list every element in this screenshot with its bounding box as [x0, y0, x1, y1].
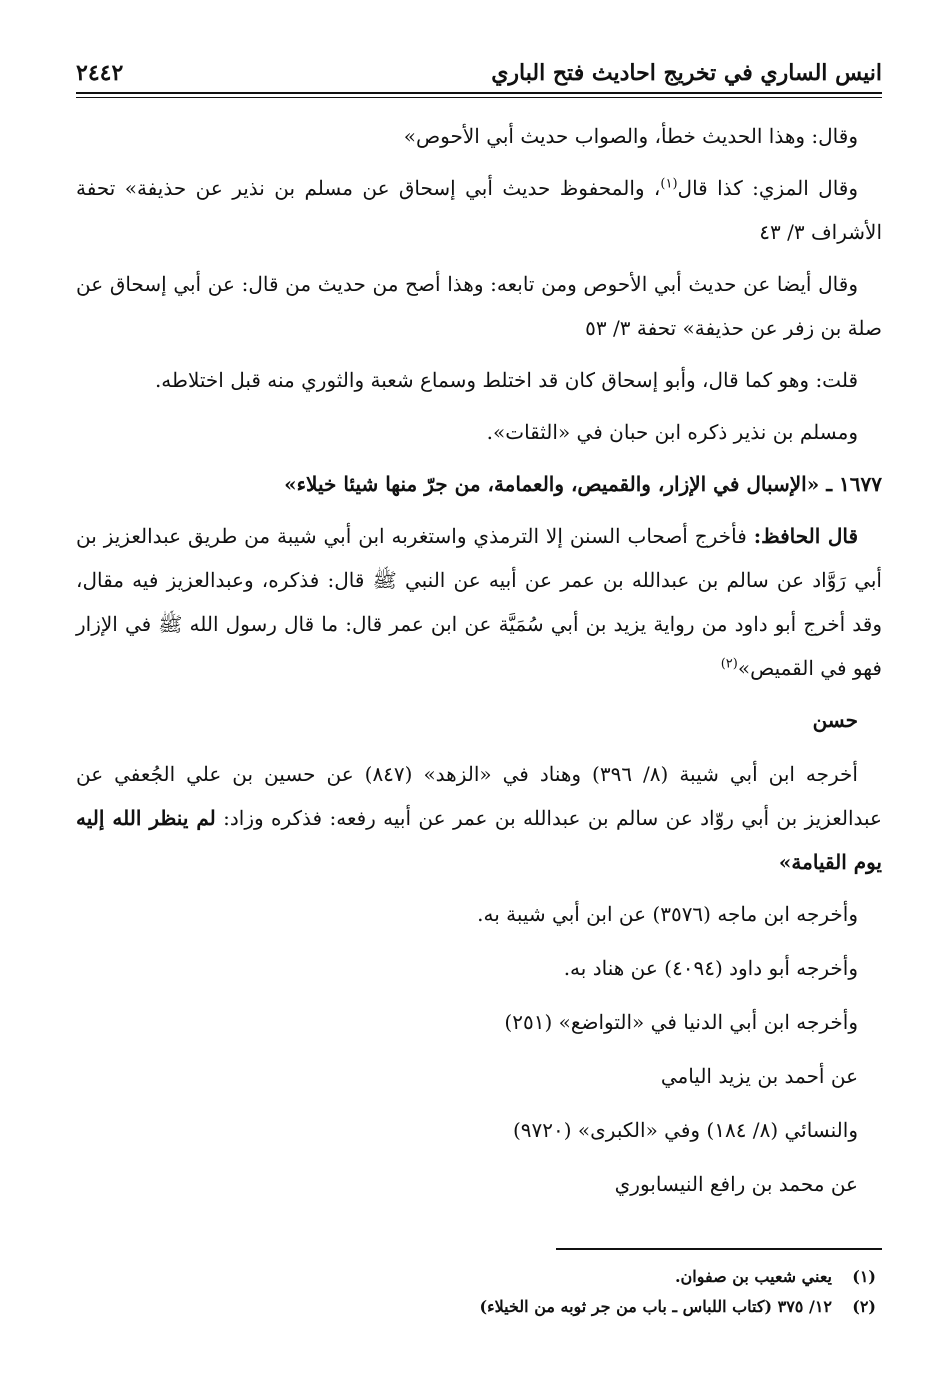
paragraph: قلت: وهو كما قال، وأبو إسحاق كان قد اختلط وسماع شعبة والثوري منه قبل اختلاطه. — [154, 368, 858, 392]
footnote-rule — [556, 1248, 882, 1250]
page-header — [76, 56, 882, 90]
footnote-number: (١) — [852, 1267, 876, 1286]
paragraph — [76, 514, 882, 690]
paragraph: ومسلم بن نذير ذكره ابن حبان في «الثقات». — [486, 420, 858, 444]
hafiz-label: قال الحافظ: — [753, 524, 859, 548]
list-item: والنسائي (٨/ ١٨٤) وفي «الكبرى» (٩٧٢٠) — [512, 1118, 858, 1142]
running-title: انيس الساري في تخريج احاديث فتح الباري — [491, 60, 882, 86]
grade-label: حسن — [812, 708, 858, 732]
paragraph: وقال أيضا عن حديث أبي الأحوص ومن تابعه: وهذا أصح من حديث من قال: عن أبي إسحاق عن صلة بن زفر عن حذيفة» تحفة ٣/ ٥٣ — [76, 272, 882, 340]
bold-text-run: لم ينظر الله إليه يوم القيامة» — [76, 806, 882, 874]
footnote-ref: (٢) — [720, 656, 738, 672]
book-page — [76, 48, 882, 1348]
list-item: عن أحمد بن يزيد اليامي — [660, 1064, 858, 1088]
paragraph — [76, 752, 882, 884]
paragraph — [76, 166, 882, 254]
footnotes — [76, 1262, 882, 1322]
main-text — [76, 114, 882, 1216]
footnote-text: يعني شعيب بن صفوان. — [674, 1267, 832, 1286]
header-rule — [76, 92, 882, 98]
page-number: ٢٤٤٢ — [76, 60, 124, 86]
footnote-text: ١٢/ ٣٧٥ (كتاب اللباس ـ باب من جر ثوبه من الخيلاء) — [479, 1297, 832, 1316]
list-item: عن محمد بن رافع النيسابوري — [614, 1172, 858, 1196]
hadith-heading: ١٦٧٧ ـ «الإسبال في الإزار، والقميص، والعمامة، من جرّ منها شيئا خيلاء» — [284, 472, 882, 496]
list-item: وأخرجه ابن أبي الدنيا في «التواضع» (٢٥١) — [504, 1010, 858, 1034]
footnote — [76, 1262, 882, 1292]
footnote — [76, 1292, 882, 1322]
text-run: أخرجه ابن أبي شيبة (٨/ ٣٩٦) وهناد في «الزهد» (٨٤٧) عن حسين بن علي الجُعفي عن عبدالعزيز بن أبي روّاد عن سالم بن عبدالله بن عمر عن أبيه رفعه: فذكره وزاد: — [76, 762, 882, 830]
list-item: وأخرجه ابن ماجه (٣٥٧٦) عن ابن أبي شيبة به. — [477, 902, 858, 926]
footnote-number: (٢) — [852, 1297, 876, 1316]
footnote-ref: (١) — [660, 176, 678, 192]
list-item: وأخرجه أبو داود (٤٠٩٤) عن هناد به. — [563, 956, 858, 980]
text-run: وقال المزي: كذا قال — [677, 176, 859, 200]
paragraph: وقال: وهذا الحديث خطأ، والصواب حديث أبي الأحوص» — [403, 124, 858, 148]
text-run: ، والمحفوظ حديث أبي إسحاق عن مسلم بن نذير عن حذيفة» تحفة الأشراف ٣/ ٤٣ — [76, 176, 882, 244]
text-run: فأخرج أصحاب السنن إلا الترمذي واستغربه ابن أبي شيبة من طريق عبدالعزيز بن أبي رَوَّاد عن سالم بن عبدالله بن عمر عن أبيه عن النبي ﷺ قال: فذكره، وعبدالعزيز فيه مقال، وقد أخرج أبو داود من رواية يزيد بن أبي سُمَيَّة عن ابن عمر قال: ما قال رسول الله ﷺ في الإزار فهو في القميص» — [76, 524, 882, 680]
